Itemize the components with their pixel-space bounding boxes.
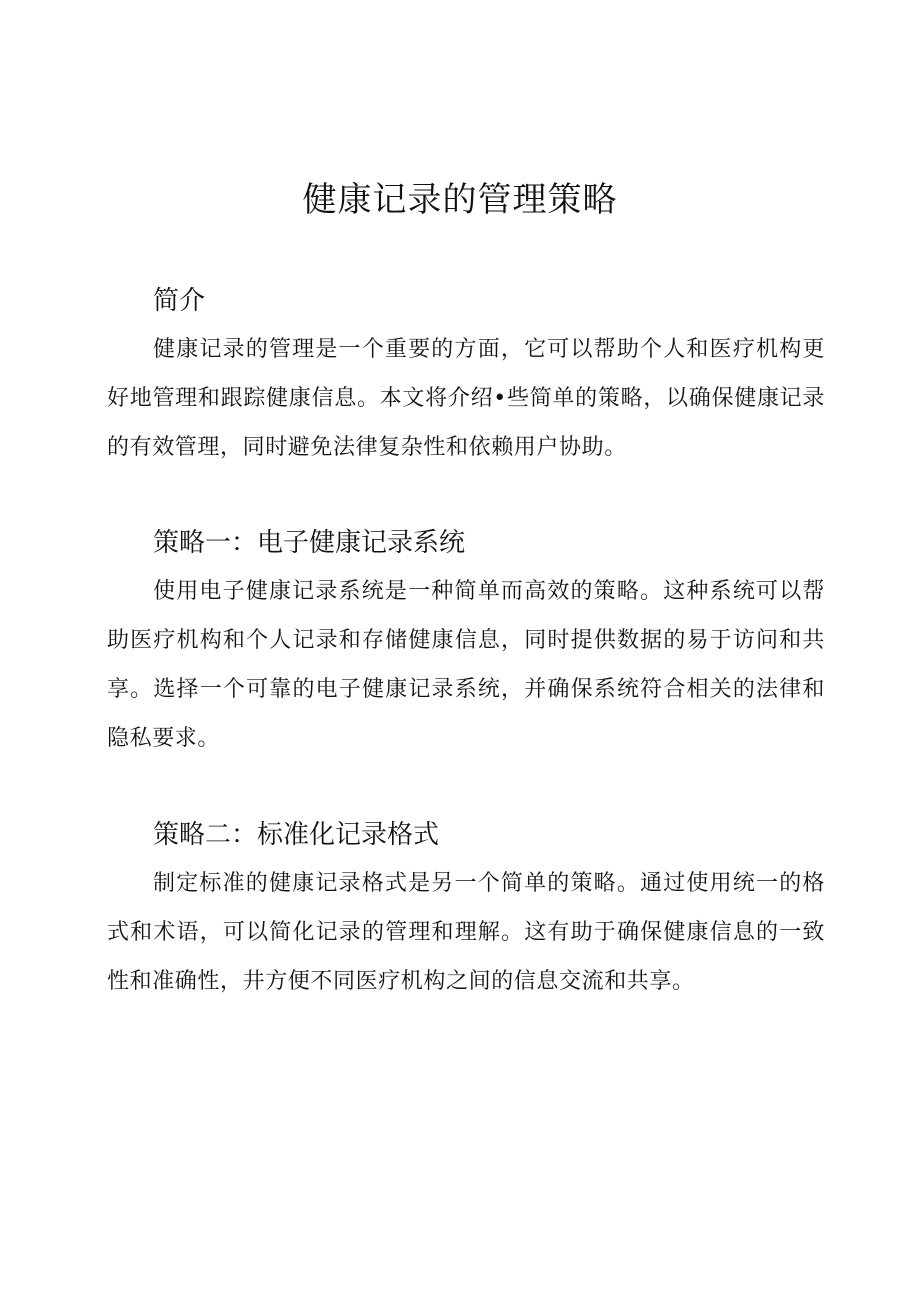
section-body: 使用电子健康记录系统是一种简单而高效的策略。这种系统可以帮助医疗机构和个人记录和存储健康信息，同时提供数据的易于访问和共享。选择一个可靠的电子健康记录系统，并确保系统符合相关的法律和隐私要求。 xyxy=(107,579,825,751)
section-heading: 简介 xyxy=(153,286,206,316)
section-body: 健康记录的管理是一个重要的方面，它可以帮助个人和医疗机构更好地管理和跟踪健康信息。本文将介绍•些简单的策略，以确保健康记录的有效管理，同时避免法律复杂性和依赖用户协助。 xyxy=(107,337,825,460)
section-introduction xyxy=(107,281,825,472)
section-body: 制定标准的健康记录格式是另一个简单的策略。通过使用统一的格式和术语，可以简化记录的管理和理解。这有助于确保健康信息的一致性和准确性，井方便不同医疗机构之间的信息交流和共享。 xyxy=(107,871,825,994)
section-heading: 策略二：标准化记录格式 xyxy=(153,820,440,850)
section-heading: 策略一：电子健康记录系统 xyxy=(153,528,466,558)
section-strategy-two xyxy=(107,815,825,1006)
section-strategy-one xyxy=(107,523,825,763)
document-title: 健康记录的管理策略 xyxy=(302,180,618,220)
